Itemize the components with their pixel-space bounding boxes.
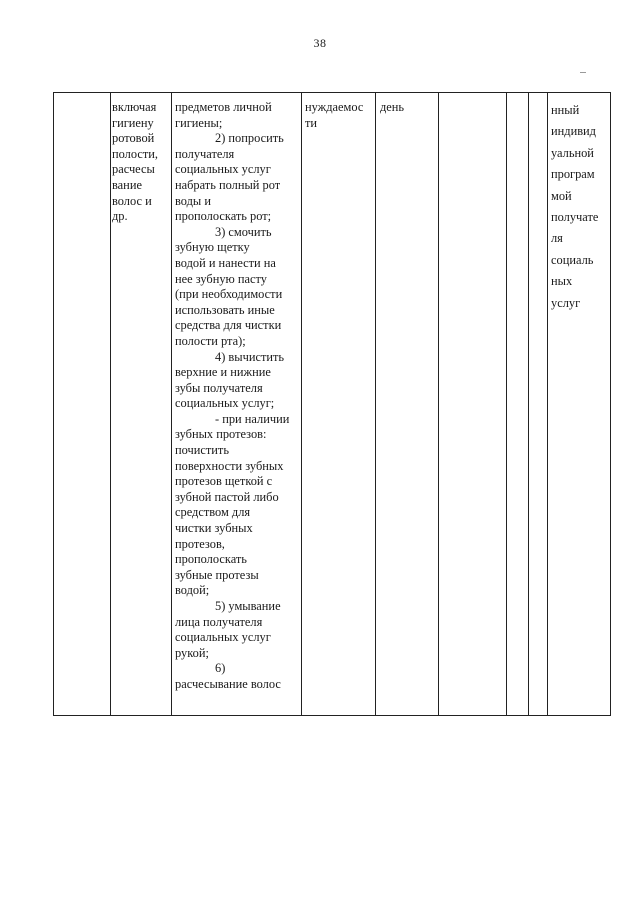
scan-mark: [580, 72, 586, 73]
text-line: 5) умывание: [215, 599, 281, 613]
text-line: почистить: [175, 443, 229, 458]
text-line: поверхности зубных: [175, 458, 284, 473]
text-line: ных: [551, 274, 573, 289]
text-line: социальных услуг;: [175, 396, 275, 411]
text-line: 3) смочить: [215, 224, 272, 239]
text-line: ти: [305, 115, 318, 130]
text-line: зубы получателя: [175, 380, 263, 395]
document-table: [53, 92, 611, 716]
text-line: расчесы: [112, 162, 155, 177]
text-line: набрать полный рот: [175, 177, 281, 192]
text-line: водой и нанести на: [175, 255, 276, 270]
text-line: включая: [112, 100, 157, 114]
text-line: предметов личной: [175, 100, 272, 114]
text-line: - при наличии: [215, 411, 290, 426]
text-line: прополоскать рот;: [175, 209, 272, 224]
text-line: водой;: [175, 583, 210, 598]
text-line: гигиены;: [175, 115, 223, 130]
text-line: зубную щетку: [175, 240, 250, 255]
text-line: нуждаемос: [305, 100, 364, 114]
text-line: социаль: [551, 252, 594, 267]
column-divider: [547, 93, 548, 715]
text-line: (при необходимости: [175, 287, 283, 302]
text-line: социальных услуг: [175, 162, 271, 177]
cell-service-description: [175, 100, 305, 693]
cell-frequency: [305, 100, 375, 131]
page-number: 38: [313, 36, 327, 50]
text-line: средством для: [175, 505, 251, 520]
text-line: социальных услуг: [175, 630, 271, 645]
text-line: зубных протезов:: [175, 427, 267, 442]
text-line: зубные протезы: [175, 567, 259, 582]
text-line: прополоскать: [175, 552, 247, 567]
column-divider: [171, 93, 172, 715]
text-line: использовать иные: [175, 302, 275, 317]
text-line: ротовой: [112, 131, 155, 146]
column-divider: [506, 93, 507, 715]
column-divider: [528, 93, 529, 715]
cell-service-scope: [112, 100, 168, 225]
text-line: чистки зубных: [175, 521, 253, 536]
text-line: лица получателя: [175, 614, 263, 629]
text-line: вание: [112, 177, 142, 192]
text-line: мой: [551, 188, 572, 203]
text-line: протезов щеткой с: [175, 474, 273, 489]
text-line: зубной пастой либо: [175, 489, 279, 504]
text-line: волос и: [112, 193, 152, 208]
text-line: полости рта);: [175, 333, 246, 348]
column-divider: [438, 93, 439, 715]
text-line: расчесывание волос: [175, 676, 281, 691]
text-line: получателя: [175, 146, 235, 161]
column-divider: [110, 93, 111, 715]
text-line: индивид: [551, 124, 596, 139]
text-line: нее зубную пасту: [175, 271, 267, 286]
text-line: услуг: [551, 295, 581, 310]
cell-program-reference: [551, 100, 609, 314]
text-line: воды и: [175, 193, 211, 208]
text-line: день: [380, 100, 405, 114]
text-line: ля: [551, 231, 563, 246]
text-line: средства для чистки: [175, 318, 282, 333]
text-line: програм: [551, 167, 595, 182]
text-line: гигиену: [112, 115, 154, 130]
text-line: протезов,: [175, 536, 225, 551]
text-line: 6): [215, 661, 226, 676]
text-line: верхние и нижние: [175, 365, 271, 380]
cell-period: [380, 100, 440, 116]
text-line: 4) вычистить: [215, 349, 285, 364]
text-line: полости,: [112, 146, 158, 161]
text-line: рукой;: [175, 645, 209, 660]
text-line: нный: [551, 103, 580, 117]
text-line: получате: [551, 210, 599, 225]
text-line: уальной: [551, 145, 594, 160]
column-divider: [375, 93, 376, 715]
text-line: др.: [112, 209, 128, 224]
text-line: 2) попросить: [215, 131, 284, 146]
